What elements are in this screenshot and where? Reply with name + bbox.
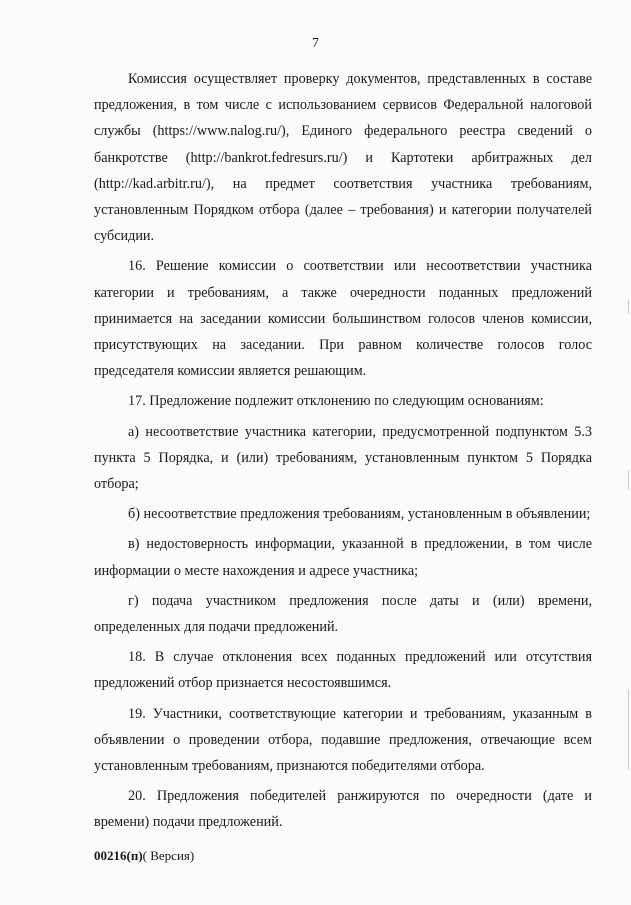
page-number: 7: [312, 36, 319, 51]
document-code: 00216(п): [94, 848, 143, 863]
paragraph-17-v: в) недостоверность информации, указанной в предложении, в том числе информации о месте нахождения и адресе участника;: [94, 536, 592, 579]
document-footer-code: [94, 848, 194, 864]
paragraph-17: 17. Предложение подлежит отклонению по следующим основаниям:: [128, 393, 544, 410]
document-body: [94, 66, 592, 836]
paragraph-16: 16. Решение комиссии о соответствии или несоответствии участника категории и требованиям, а также очередности поданных предложений принимается на заседании комиссии большинством голосов членов комиссии, присутствующих на заседании. При равном количестве голосов голос председателя комиссии является решающим.: [94, 258, 592, 380]
paragraph-verification: Комиссия осуществляет проверку документов, представленных в составе предложения, в том числе с использованием сервисов Федеральной налоговой службы (https://www.nalog.ru/), Единого федерального реестра сведений о банкротстве (http://bankrot.fedresurs.ru/) и Картотеки арбитражных дел (http://kad.arbitr.ru/), на предмет соответствия участника требованиям, установленным Порядком отбора (далее – требования) и категории получателей субсидии.: [94, 71, 592, 245]
scan-edge-mark: [628, 470, 629, 490]
paragraph-19: 19. Участники, соответствующие категории и требованиям, указанным в объявлении о проведении отбора, подавшие предложения, отвечающие всем установленным требованиям, признаются победителями отбора.: [94, 705, 592, 775]
document-version: ( Версия): [142, 848, 195, 863]
scan-edge-mark: [628, 300, 629, 314]
paragraph-17-a: а) несоответствие участника категории, предусмотренной подпунктом 5.3 пункта 5 Порядка, и (или) требованиям, установленным пунктом 5 Порядка отбора;: [94, 423, 592, 493]
paragraph-17-g: г) подача участником предложения после даты и (или) времени, определенных для подачи предложений.: [94, 592, 592, 636]
scan-edge-mark: [628, 690, 629, 770]
paragraph-18: 18. В случае отклонения всех поданных предложений или отсутствия предложений отбор признается несостоявшимся.: [94, 649, 592, 692]
paragraph-20: 20. Предложения победителей ранжируются по очередности (дате и времени) подачи предложений.: [94, 788, 592, 831]
paragraph-17-b: б) несоответствие предложения требованиям, установленным в объявлении;: [128, 506, 591, 523]
